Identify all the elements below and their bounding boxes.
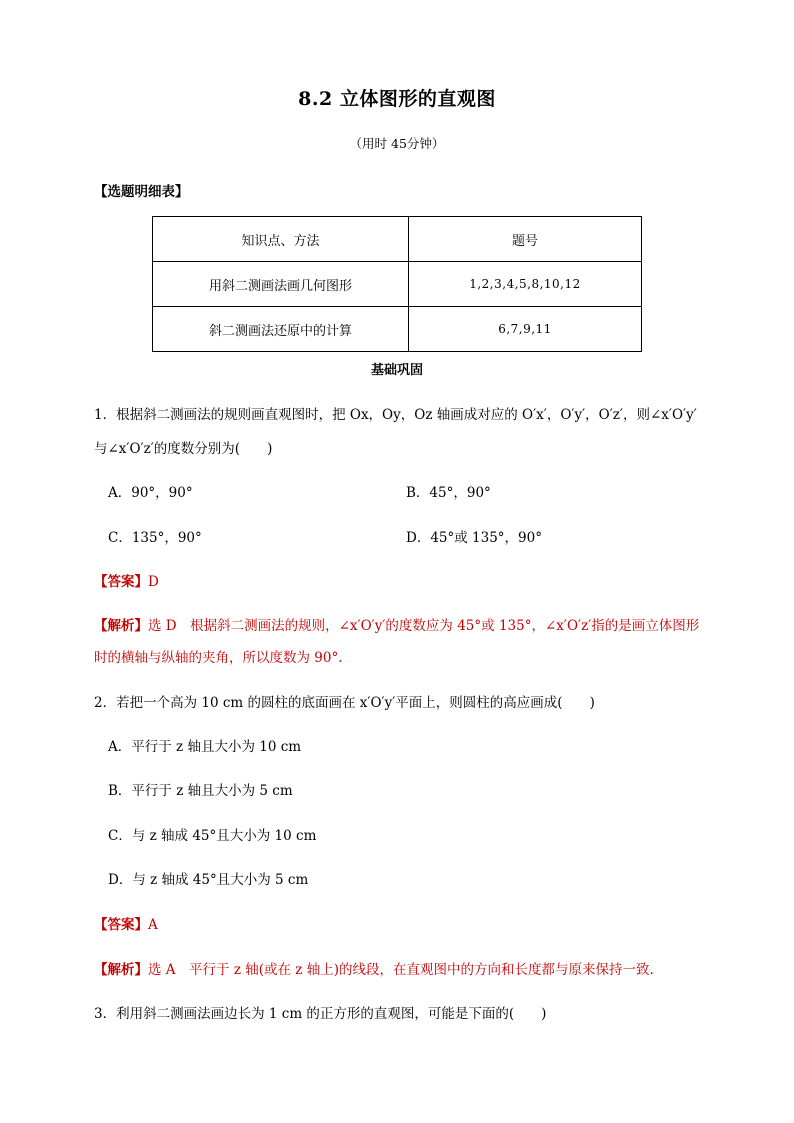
q1-analysis-line1 <box>94 614 699 634</box>
table-header-row <box>153 217 642 262</box>
q1-option-a: A．90°，90° <box>108 485 193 501</box>
analysis-label: 【解析】 <box>94 962 148 978</box>
table-heading: 【选题明细表】 <box>94 184 189 200</box>
q2-option-d: D．与 z 轴成 45°且大小为 5 cm <box>108 872 309 888</box>
answer-label: 【答案】 <box>94 574 148 590</box>
q1-analysis-line2: 时的横轴与纵轴的夹角，所以度数为 90°. <box>94 650 343 666</box>
analysis-label: 【解析】 <box>94 618 148 634</box>
analysis-text: 选 A 平行于 z 轴(或在 z 轴上)的线段，在直观图中的方向和长度都与原来保持一致. <box>148 962 654 978</box>
section-title: 基础巩固 <box>370 363 423 378</box>
time-limit: （用时 45分钟） <box>349 136 445 151</box>
q1-stem-line2: 与∠x′O′z′的度数分别为( ) <box>94 441 273 457</box>
q1-option-b: B．45°，90° <box>406 485 491 501</box>
analysis-text: 选 D 根据斜二测画法的规则，∠x′O′y′的度数应为 45°或 135°，∠x′O′z′指的是画立体图形 <box>148 618 700 634</box>
answer-value: D <box>148 574 159 590</box>
q1-option-d: D．45°或 135°，90° <box>406 530 542 546</box>
q2-option-a: A．平行于 z 轴且大小为 10 cm <box>108 739 302 755</box>
q2-stem-line1: 2．若把一个高为 10 cm 的圆柱的底面画在 x′O′y′平面上，则圆柱的高应画成( ) <box>94 695 595 711</box>
page-title: 8.2 立体图形的直观图 <box>298 88 496 110</box>
q1-answer <box>94 570 159 590</box>
knowledge-table <box>152 216 642 352</box>
table-cell-numbers: 1,2,3,4,5,8,10,12 <box>409 262 642 307</box>
q1-option-c: C．135°，90° <box>108 530 202 546</box>
header-cell-topic: 知识点、方法 <box>153 217 409 262</box>
answer-label: 【答案】 <box>94 917 148 933</box>
table-cell-topic: 用斜二测画法画几何图形 <box>153 262 409 307</box>
q2-option-c: C．与 z 轴成 45°且大小为 10 cm <box>108 828 317 844</box>
q2-analysis-line1 <box>94 958 654 978</box>
table-cell-numbers: 6,7,9,11 <box>409 307 642 352</box>
header-cell-numbers: 题号 <box>409 217 642 262</box>
table-row <box>153 262 642 307</box>
q1-stem-line1: 1．根据斜二测画法的规则画直观图时，把 Ox，Oy，Oz 轴画成对应的 O′x′，O′y′，O′z′，则∠x′O′y′ <box>94 407 697 423</box>
answer-value: A <box>148 917 158 933</box>
table-cell-topic: 斜二测画法还原中的计算 <box>153 307 409 352</box>
q2-answer <box>94 913 158 933</box>
q3-stem-line1: 3．利用斜二测画法画边长为 1 cm 的正方形的直观图，可能是下面的( ) <box>94 1006 547 1022</box>
q2-option-b: B．平行于 z 轴且大小为 5 cm <box>108 783 293 799</box>
table-row <box>153 307 642 352</box>
